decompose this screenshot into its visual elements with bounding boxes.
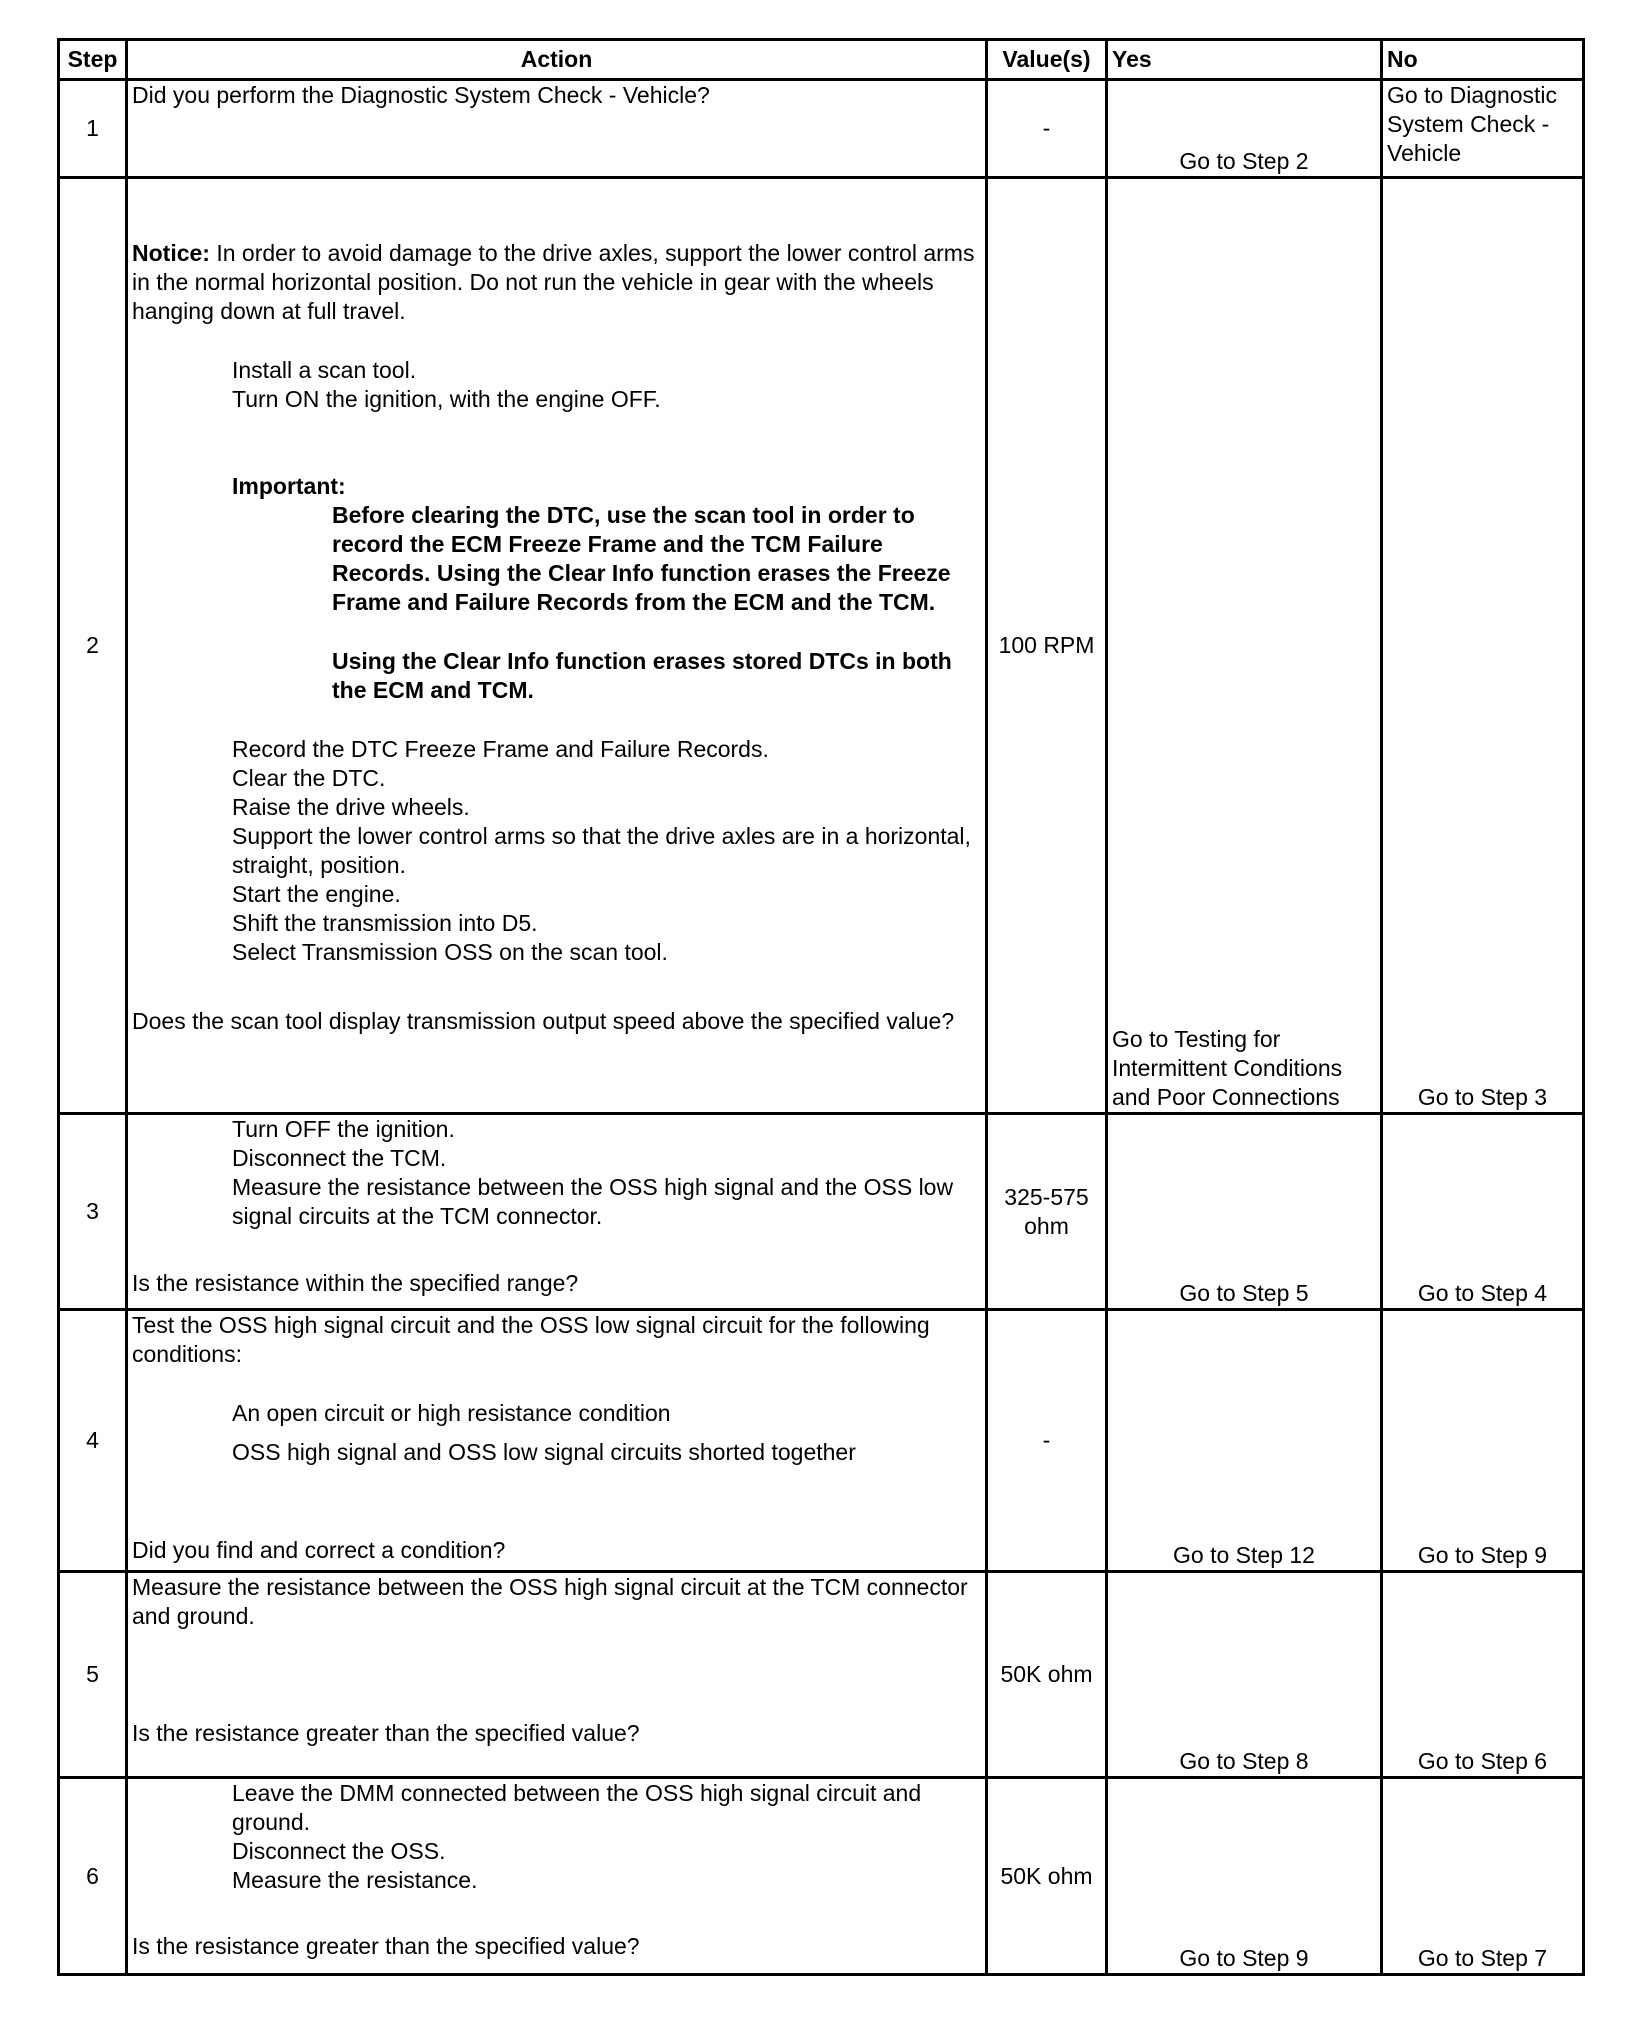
header-action: Action xyxy=(127,40,987,80)
step-line: Turn ON the ignition, with the engine OFF. xyxy=(232,386,661,412)
no-line: Vehicle xyxy=(1387,140,1462,166)
steps-a xyxy=(132,356,981,414)
step-line: Leave the DMM connected between the OSS high signal circuit and ground. xyxy=(232,1780,922,1835)
intro: Test the OSS high signal circuit and the OSS low signal circuit for the following conditions: xyxy=(132,1312,930,1367)
yes-cell: Go to Step 2 xyxy=(1107,80,1382,178)
step-line: Raise the drive wheels. xyxy=(232,794,470,820)
step-line: Start the engine. xyxy=(232,881,401,907)
no-cell: Go to Step 9 xyxy=(1382,1310,1584,1572)
header-values: Value(s) xyxy=(987,40,1107,80)
value-cell: - xyxy=(987,80,1107,178)
step-line: Measure the resistance between the OSS high signal and the OSS low signal circuits at the TCM connector. xyxy=(232,1174,954,1229)
action-cell xyxy=(127,1778,987,1975)
header-row xyxy=(59,40,1584,80)
no-cell: Go to Step 3 xyxy=(1382,178,1584,1114)
steps xyxy=(132,1399,981,1467)
step-line: Install a scan tool. xyxy=(232,357,417,383)
diagnostic-table xyxy=(57,38,1585,1976)
important-text-1: Before clearing the DTC, use the scan tool in order to record the ECM Freeze Frame and the TCM Failure Records. Using the Clear Info function erases the Freeze Frame and Failure Records from the ECM and the TCM. xyxy=(332,502,951,615)
step-number: 5 xyxy=(59,1572,127,1778)
action-cell xyxy=(127,178,987,1114)
step-number: 6 xyxy=(59,1778,127,1975)
step-line: Shift the transmission into D5. xyxy=(232,910,538,936)
value-cell: 50K ohm xyxy=(987,1572,1107,1778)
step-row-2 xyxy=(59,178,1584,1114)
step-number: 1 xyxy=(59,80,127,178)
no-cell: Go to Step 6 xyxy=(1382,1572,1584,1778)
question: Did you perform the Diagnostic System Check - Vehicle? xyxy=(132,82,710,108)
no-cell: Go to Step 7 xyxy=(1382,1778,1584,1975)
step-line: Record the DTC Freeze Frame and Failure Records. xyxy=(232,736,769,762)
yes-cell xyxy=(1107,178,1382,1114)
action-cell xyxy=(127,1114,987,1310)
notice-label: Notice: xyxy=(132,240,210,266)
step-row-3 xyxy=(59,1114,1584,1310)
step-line: Select Transmission OSS on the scan tool. xyxy=(232,939,668,965)
value-cell xyxy=(987,1114,1107,1310)
step-row-1 xyxy=(59,80,1584,178)
step-line: Disconnect the OSS. xyxy=(232,1838,446,1864)
important-text-2: Using the Clear Info function erases stored DTCs in both the ECM and TCM. xyxy=(332,648,952,703)
yes-cell: Go to Step 12 xyxy=(1107,1310,1382,1572)
question: Is the resistance greater than the specified value? xyxy=(132,1720,640,1746)
yes-line: and Poor Connections xyxy=(1112,1084,1340,1110)
action-cell xyxy=(127,1310,987,1572)
no-line: Go to Diagnostic xyxy=(1387,82,1558,108)
step-number: 4 xyxy=(59,1310,127,1572)
value-cell: 100 RPM xyxy=(987,178,1107,1114)
yes-cell: Go to Step 8 xyxy=(1107,1572,1382,1778)
step-line: Disconnect the TCM. xyxy=(232,1145,447,1171)
yes-cell: Go to Step 5 xyxy=(1107,1114,1382,1310)
steps xyxy=(132,1115,981,1231)
step-row-5 xyxy=(59,1572,1584,1778)
header-yes: Yes xyxy=(1107,40,1382,80)
yes-line: Go to Testing for xyxy=(1112,1026,1281,1052)
step-number: 3 xyxy=(59,1114,127,1310)
step-number: 2 xyxy=(59,178,127,1114)
value-cell: 50K ohm xyxy=(987,1778,1107,1975)
header-no: No xyxy=(1382,40,1584,80)
action-cell xyxy=(127,80,987,178)
steps xyxy=(132,1779,981,1895)
step-line: An open circuit or high resistance condition xyxy=(232,1400,671,1426)
value-line: ohm xyxy=(1024,1212,1069,1239)
important-label: Important: xyxy=(232,473,346,499)
step-line: Measure the resistance. xyxy=(232,1867,478,1893)
steps-b xyxy=(132,735,981,967)
step-line: Clear the DTC. xyxy=(232,765,386,791)
question: Does the scan tool display transmission output speed above the specified value? xyxy=(132,1008,955,1034)
question: Did you find and correct a condition? xyxy=(132,1537,506,1563)
no-cell: Go to Step 4 xyxy=(1382,1114,1584,1310)
value-cell: - xyxy=(987,1310,1107,1572)
step-line: OSS high signal and OSS low signal circuits shorted together xyxy=(232,1439,856,1465)
question: Is the resistance within the specified range? xyxy=(132,1270,579,1296)
step-row-4 xyxy=(59,1310,1584,1572)
step-line: Support the lower control arms so that the drive axles are in a horizontal, straight, position. xyxy=(232,823,971,878)
notice-text: In order to avoid damage to the drive axles, support the lower control arms in the normal horizontal position. Do not run the vehicle in gear with the wheels hanging down at full travel. xyxy=(132,240,975,324)
notice xyxy=(132,239,981,326)
yes-line: Intermittent Conditions xyxy=(1112,1055,1343,1081)
no-line: System Check - xyxy=(1387,111,1550,137)
question: Is the resistance greater than the specified value? xyxy=(132,1933,640,1959)
yes-cell: Go to Step 9 xyxy=(1107,1778,1382,1975)
value-line: 325-575 xyxy=(1004,1183,1089,1210)
header-step: Step xyxy=(59,40,127,80)
step-line: Turn OFF the ignition. xyxy=(232,1116,455,1142)
step-row-6 xyxy=(59,1778,1584,1975)
intro: Measure the resistance between the OSS high signal circuit at the TCM connector and ground. xyxy=(132,1574,968,1629)
no-cell xyxy=(1382,80,1584,178)
action-cell xyxy=(127,1572,987,1778)
